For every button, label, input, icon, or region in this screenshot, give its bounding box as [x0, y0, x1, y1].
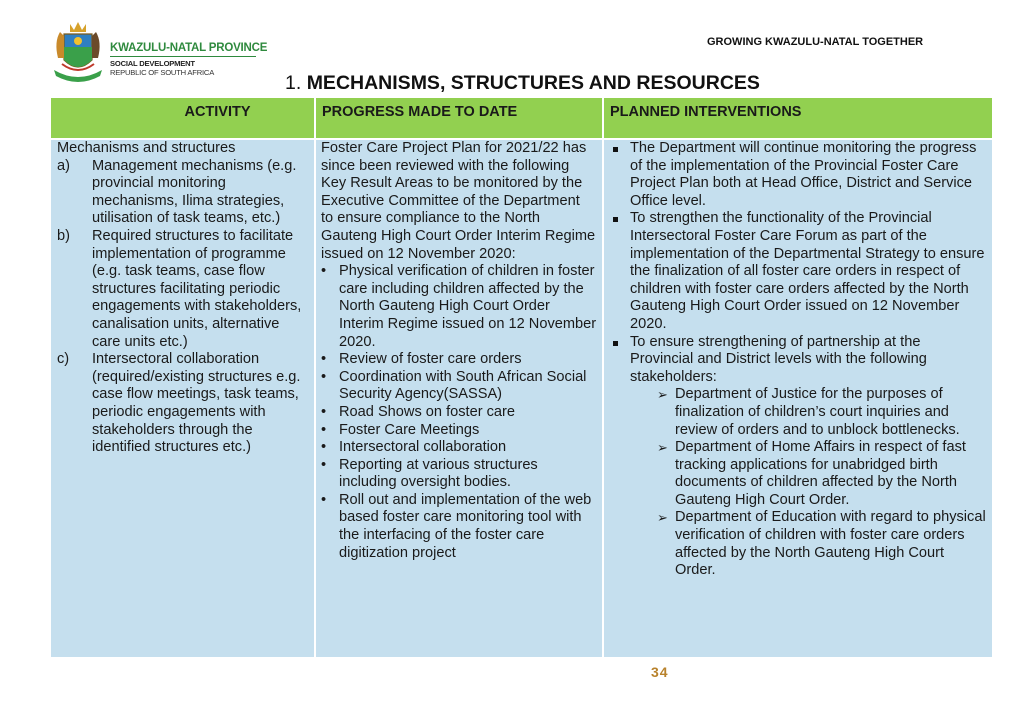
list-item	[321, 263, 598, 351]
activity-table	[50, 97, 993, 658]
list-item	[57, 351, 310, 457]
round-bullet-icon: •	[321, 456, 327, 473]
title-text: MECHANISMS, STRUCTURES AND RESOURCES	[306, 72, 760, 94]
list-item	[610, 334, 986, 387]
planned-cell	[604, 140, 992, 657]
list-item	[657, 439, 986, 509]
activity-intro: Mechanisms and structures	[57, 140, 236, 156]
progress-intro: Foster Care Project Plan for 2021/22 has since been reviewed with the following Key Result Areas to be monitored by the Executive Committee of the Department	[321, 140, 587, 209]
slogan: GROWING KWAZULU-NATAL TOGETHER	[707, 36, 924, 48]
planned-list	[610, 140, 986, 386]
list-item-text: Reporting at various structures including oversight bodies.	[339, 456, 538, 491]
activity-list	[57, 158, 310, 457]
header-activity: ACTIVITY	[51, 98, 314, 138]
list-item-text: Physical verification of children in foster care including children affected by the North Gauteng High Court Order Interim Regime issued on 12 November 2020.	[339, 263, 597, 350]
list-item	[657, 386, 986, 439]
list-item	[321, 492, 598, 562]
round-bullet-icon: •	[321, 403, 327, 420]
list-item	[321, 439, 598, 457]
list-item	[57, 228, 310, 351]
progress-intro-continued: to ensure compliance to the North Gauteng High Court Order Interim Regime issued on 12 November 2020:	[321, 210, 596, 262]
list-item-text: Management mechanisms (e.g. provincial monitoring mechanisms, Ilima strategies, utilisation of task teams, etc.)	[92, 157, 297, 227]
arrow-bullet-icon: ➢	[657, 510, 668, 526]
list-item	[321, 457, 598, 492]
list-marker: b)	[57, 227, 70, 244]
arrow-bullet-icon: ➢	[657, 440, 668, 456]
stakeholder-list	[610, 386, 986, 580]
country-name: REPUBLIC OF SOUTH AFRICA	[110, 68, 215, 77]
square-bullet-icon	[613, 341, 618, 346]
list-item-text: To strengthen the functionality of the Provincial Intersectoral Foster Care Forum as part of the implementation of the Departmental Strategy to ensure the finalization of all foster care orders in respect of children with foster care orders affected by the North Gauteng High Court Order issued on 12 November 2020.	[630, 210, 985, 332]
round-bullet-icon: •	[321, 263, 327, 280]
list-item-text: The Department will continue monitoring the progress of the implementation of the Provincial Foster Care Project Plan both at Head Office, District and Service Office level.	[630, 140, 977, 209]
progress-list	[321, 263, 598, 562]
list-item-text: Roll out and implementation of the web based foster care monitoring tool with the interfacing of the foster care digitization project	[339, 491, 592, 561]
list-item-text: Road Shows on foster care	[339, 403, 516, 420]
round-bullet-icon: •	[321, 491, 327, 508]
round-bullet-icon: •	[321, 368, 327, 385]
round-bullet-icon: •	[321, 439, 327, 456]
province-name: KWAZULU-NATAL PROVINCE	[110, 42, 268, 54]
coat-of-arms-logo-icon	[50, 18, 106, 86]
list-item	[321, 351, 598, 369]
header-planned: PLANNED INTERVENTIONS	[604, 98, 992, 138]
list-item	[321, 404, 598, 422]
list-item-text: Department of Home Affairs in respect of fast tracking applications for unabridged birth documents of children affected by the North Gauteng High Court Order.	[675, 439, 966, 508]
list-item	[610, 210, 986, 333]
list-item-text: Foster Care Meetings	[339, 421, 480, 438]
header-progress: PROGRESS MADE TO DATE	[316, 98, 602, 138]
title-number: 1.	[285, 72, 302, 94]
list-item	[57, 158, 310, 228]
arrow-bullet-icon: ➢	[657, 387, 668, 403]
list-item-text: To ensure strengthening of partnership at the Provincial and District levels with the following stakeholders:	[630, 333, 927, 385]
kzn-logo	[50, 18, 268, 88]
list-item-text: Required structures to facilitate implementation of programme (e.g. task teams, case flow structures facilitating periodic engagements with stakeholders, canalisation units, alternative care units etc.)	[92, 227, 302, 350]
page-title	[285, 72, 760, 95]
list-marker: c)	[57, 351, 70, 368]
list-item-text: Coordination with South African Social Security Agency(SASSA)	[339, 368, 587, 403]
list-item-text: Intersectoral collaboration	[339, 439, 507, 456]
list-item-text: Department of Justice for the purposes of finalization of children’s court inquiries and review of orders and to unblock bottlenecks.	[675, 386, 960, 438]
round-bullet-icon: •	[321, 351, 327, 368]
square-bullet-icon	[613, 217, 618, 222]
logo-divider	[110, 56, 256, 57]
list-item-text: Department of Education with regard to physical verification of children with foster care orders affected by the North Gauteng High Court Order.	[675, 509, 986, 579]
list-item	[321, 369, 598, 404]
progress-cell	[316, 140, 602, 657]
round-bullet-icon: •	[321, 421, 327, 438]
list-item-text: Review of foster care orders	[339, 351, 522, 368]
list-item	[657, 509, 986, 579]
list-item	[321, 422, 598, 440]
activity-cell	[51, 140, 314, 657]
square-bullet-icon	[613, 147, 618, 152]
department-name: SOCIAL DEVELOPMENT	[110, 59, 195, 68]
list-marker: a)	[57, 157, 70, 174]
list-item-text: Intersectoral collaboration (required/existing structures e.g. case flow meetings, task teams, periodic engagements with stakeholders through the identified structures etc.)	[92, 351, 301, 456]
page-number: 34	[651, 664, 669, 680]
list-item	[610, 140, 986, 210]
